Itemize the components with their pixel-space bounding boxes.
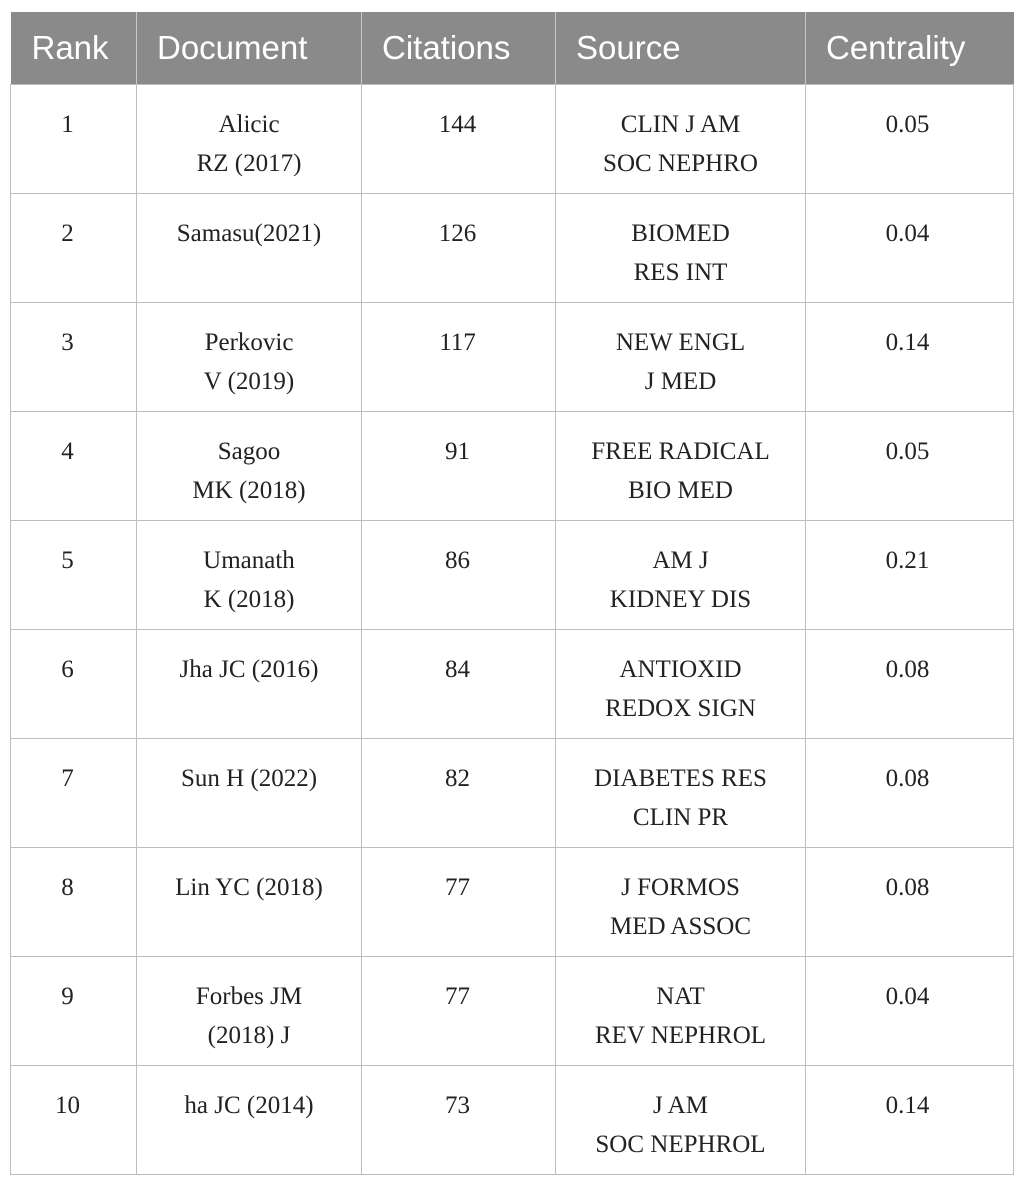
table-row <box>11 84 1014 193</box>
source-line: ANTIOXID <box>619 655 742 683</box>
document-line: MK (2018) <box>192 476 306 504</box>
source-cell <box>556 956 806 1065</box>
document-line: Sun H (2022) <box>180 764 318 792</box>
source-line: SOC NEPHRO <box>603 149 758 177</box>
source-cell <box>556 302 806 411</box>
centrality-cell: 0.08 <box>806 738 1014 847</box>
centrality-cell: 0.05 <box>806 411 1014 520</box>
source-line: FREE RADICAL <box>591 437 770 465</box>
centrality-cell: 0.14 <box>806 1065 1014 1174</box>
source-line: REDOX SIGN <box>605 694 756 722</box>
centrality-cell: 0.04 <box>806 956 1014 1065</box>
table-body <box>11 84 1014 1174</box>
citations-cell: 91 <box>362 411 556 520</box>
header-document: Document <box>137 12 362 84</box>
document-cell <box>137 84 362 193</box>
source-line: MED ASSOC <box>609 912 751 940</box>
rank-cell: 1 <box>11 84 137 193</box>
source-cell <box>556 411 806 520</box>
table-row <box>11 738 1014 847</box>
source-cell <box>556 738 806 847</box>
source-line: J MED <box>644 367 717 395</box>
citations-cell: 77 <box>362 956 556 1065</box>
source-line: CLIN J AM <box>620 110 741 138</box>
table-row <box>11 520 1014 629</box>
source-line: REV NEPHROL <box>594 1021 767 1049</box>
document-line: Perkovic <box>204 328 294 356</box>
document-cell <box>137 956 362 1065</box>
document-cell <box>137 738 362 847</box>
source-line: SOC NEPHROL <box>595 1130 766 1158</box>
rank-cell: 10 <box>11 1065 137 1174</box>
citations-cell: 86 <box>362 520 556 629</box>
document-cell <box>137 411 362 520</box>
citations-cell: 77 <box>362 847 556 956</box>
table-row <box>11 1065 1014 1174</box>
citations-cell: 117 <box>362 302 556 411</box>
centrality-cell: 0.04 <box>806 193 1014 302</box>
rank-cell: 7 <box>11 738 137 847</box>
table-row <box>11 847 1014 956</box>
document-line: V (2019) <box>203 367 295 395</box>
centrality-cell: 0.08 <box>806 629 1014 738</box>
document-line: K (2018) <box>203 585 295 613</box>
source-line: BIO MED <box>628 476 733 504</box>
header-rank: Rank <box>31 28 109 66</box>
source-line: DIABETES RES <box>594 764 767 792</box>
table-row <box>11 193 1014 302</box>
source-cell <box>556 1065 806 1174</box>
citations-cell: 126 <box>362 193 556 302</box>
source-cell <box>556 193 806 302</box>
document-cell <box>137 193 362 302</box>
document-line: RZ (2017) <box>196 149 302 177</box>
header-centrality: Centrality <box>806 12 1014 84</box>
source-cell <box>556 847 806 956</box>
source-line: J FORMOS <box>621 873 740 901</box>
source-line: BIOMED <box>631 219 730 247</box>
document-line: (2018) J <box>207 1021 291 1049</box>
rank-cell: 9 <box>11 956 137 1065</box>
citations-cell: 82 <box>362 738 556 847</box>
table-row <box>11 302 1014 411</box>
document-cell <box>137 1065 362 1174</box>
document-line: ha JC (2014) <box>184 1091 314 1119</box>
document-line: Umanath <box>203 546 295 574</box>
table-row <box>11 629 1014 738</box>
rank-cell: 6 <box>11 629 137 738</box>
header-citations: Citations <box>362 12 556 84</box>
header-row <box>11 12 1014 84</box>
rank-cell: 3 <box>11 302 137 411</box>
source-cell <box>556 84 806 193</box>
table-row <box>11 411 1014 520</box>
table-row <box>11 956 1014 1065</box>
citations-cell: 84 <box>362 629 556 738</box>
source-cell <box>556 520 806 629</box>
source-line: NAT <box>656 982 705 1010</box>
source-line: NEW ENGL <box>615 328 746 356</box>
citations-cell: 73 <box>362 1065 556 1174</box>
document-line: Forbes JM <box>195 982 303 1010</box>
rank-cell: 2 <box>11 193 137 302</box>
source-line: RES INT <box>633 258 728 286</box>
rank-cell: 8 <box>11 847 137 956</box>
source-line: KIDNEY DIS <box>609 585 752 613</box>
centrality-cell: 0.05 <box>806 84 1014 193</box>
citations-cell: 144 <box>362 84 556 193</box>
document-line: Alicic <box>218 110 280 138</box>
source-line: CLIN PR <box>632 803 729 831</box>
document-line: Lin YC (2018) <box>175 873 323 901</box>
document-line: Sagoo <box>217 437 281 465</box>
document-line: Jha JC (2016) <box>179 655 319 683</box>
source-line: J AM <box>653 1091 708 1119</box>
document-cell <box>137 847 362 956</box>
source-cell <box>556 629 806 738</box>
document-line: Samasu(2021) <box>176 219 322 247</box>
header-source: Source <box>556 12 806 84</box>
rank-cell: 4 <box>11 411 137 520</box>
document-cell <box>137 302 362 411</box>
centrality-cell: 0.14 <box>806 302 1014 411</box>
table-header <box>11 12 1014 84</box>
citation-table <box>10 12 1014 1175</box>
centrality-cell: 0.21 <box>806 520 1014 629</box>
centrality-cell: 0.08 <box>806 847 1014 956</box>
rank-cell: 5 <box>11 520 137 629</box>
document-cell <box>137 629 362 738</box>
source-line: AM J <box>652 546 709 574</box>
document-cell <box>137 520 362 629</box>
